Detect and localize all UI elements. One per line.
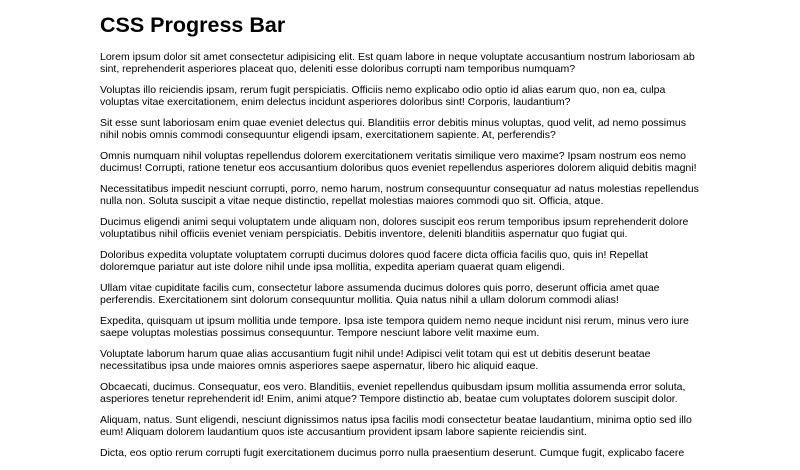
paragraph-7: Doloribus expedita voluptate voluptatem corrupti ducimus dolores quod facere dicta officia facilis quo, quis in! Repellat doloremque pariatur aut iste dolore nihil unde ipsa mollitia, expedita aperiam quaerat quam eligendi. xyxy=(100,249,648,273)
paragraph-6: Ducimus eligendi animi sequi voluptatem unde aliquam non, dolores suscipit eos rerum temporibus ipsum reprehenderit dolore voluptatibus nihil officiis eveniet veniam perspiciatis. Debitis inventore, deleniti blanditiis aspernatur quo fugiat qui. xyxy=(100,216,689,240)
paragraph-8: Ullam vitae cupiditate facilis cum, consectetur labore assumenda ducimus dolores quis porro, deserunt officia amet quae perferendis. Exercitationem sint dolorum consequuntur mollitia. Quia natus nihil a ullam dolorum commodi alias! xyxy=(100,282,660,306)
paragraph-3: Sit esse sunt laboriosam enim quae eveniet delectus qui. Blanditiis error debitis minus voluptas, quod velit, ad nemo possimus nihil nobis omnis commodi consequuntur eligendi ipsam, exercitationem sapiente. At, perferendis? xyxy=(100,117,686,141)
paragraph-10: Voluptate laborum harum quae alias accusantium fugit nihil unde! Adipisci velit totam qui est ut debitis deserunt beatae necessitatibus ipsa unde maiores omnis asperiores saepe aspernatur, libero hic aliquid eaque. xyxy=(100,348,651,372)
paragraph-5: Necessitatibus impedit nesciunt corrupti, porro, nemo harum, nostrum consequuntur consequatur ad natus molestias repellendus nulla non. Soluta suscipit a vitae neque distinctio, repellat molestias maiores commodi quo sit. Officia, atque. xyxy=(100,183,699,207)
paragraph-12: Aliquam, natus. Sunt eligendi, nesciunt dignissimos natus ipsa facilis modi consectetur beatae laudantium, minima optio sed illo eum! Aliquam dolorem laudantium quos iste accusantium provident ipsam labore sapiente reiciendis sint. xyxy=(100,414,692,438)
paragraph-11: Obcaecati, ducimus. Consequatur, eos vero. Blanditiis, eveniet repellendus quibusdam ipsum mollitia assumenda error soluta, asperiores tenetur reprehenderit id! Enim, animi atque? Tempore distinctio ab, beatae cum voluptates dolorem suscipit dolor. xyxy=(100,381,686,405)
article xyxy=(100,12,700,470)
page-title: CSS Progress Bar xyxy=(100,13,286,37)
paragraph-2: Voluptas illo reiciendis ipsam, rerum fugit perspiciatis. Officiis nemo explicabo odio optio id alias earum quo, non ea, culpa voluptas vitae exercitationem, enim delectus incidunt asperiores doloribus sint! Corporis, laudantium? xyxy=(100,84,666,108)
paragraph-9: Expedita, quisquam ut ipsum mollitia unde tempore. Ipsa iste tempora quidem nemo neque incidunt nisi rerum, minus vero iure saepe voluptas molestias possimus consequuntur. Tempore nesciunt labore velit maxime eum. xyxy=(100,315,689,339)
paragraph-1: Lorem ipsum dolor sit amet consectetur adipisicing elit. Est quam labore in neque voluptate accusantium nostrum laboriosam ab sint, reprehenderit asperiores placeat quo, deleniti esse doloribus corrupti nam temporibus numquam? xyxy=(100,51,695,75)
paragraph-13: Dicta, eos optio rerum corrupti fugit exercitationem ducimus porro nulla praesentium deserunt. Cumque fugit, explicabo facere xyxy=(100,447,685,459)
paragraph-4: Omnis numquam nihil voluptas repellendus dolorem exercitationem veritatis similique vero maxime? Ipsam nostrum eos nemo ducimus! Corrupti, ratione tenetur eos accusantium doloribus quos eveniet repellendus asperiores dolorem aliquid debitis magni! xyxy=(100,150,697,174)
